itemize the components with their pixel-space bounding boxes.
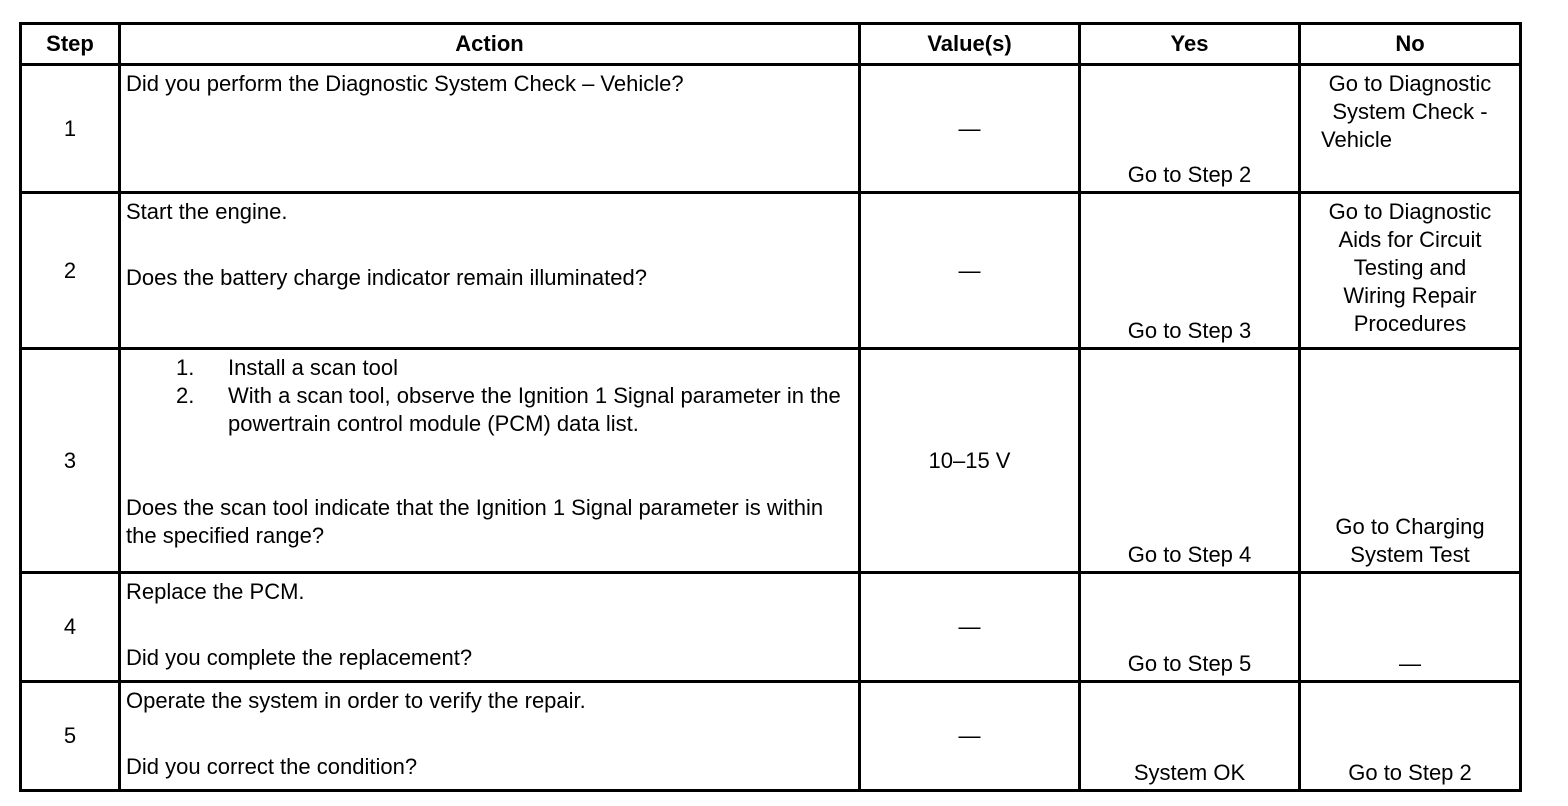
no-line: Testing and: [1353, 255, 1467, 280]
header-no: No: [1300, 24, 1521, 65]
no-line: Vehicle: [1321, 127, 1392, 152]
action-question: Did you complete the replacement?: [126, 645, 473, 670]
yes-cell: System OK: [1080, 682, 1300, 791]
action-question: Does the scan tool indicate that the Ignition 1 Signal parameter is within the specified range?: [126, 495, 824, 548]
header-row: [21, 24, 1521, 65]
no-cell: [1300, 193, 1521, 349]
yes-cell: Go to Step 5: [1080, 573, 1300, 682]
yes-cell: Go to Step 3: [1080, 193, 1300, 349]
no-cell: [1300, 573, 1521, 682]
no-line: —: [1399, 651, 1421, 676]
action-cell: [120, 193, 860, 349]
no-line: Go to Step 2: [1348, 760, 1472, 785]
table-row: [21, 682, 1521, 791]
list-item: [176, 354, 850, 382]
list-text: Install a scan tool: [228, 355, 398, 380]
action-question: Does the battery charge indicator remain illuminated?: [126, 265, 647, 290]
value-cell: —: [860, 682, 1080, 791]
step-number: 2: [21, 193, 120, 349]
no-line: Wiring Repair: [1343, 283, 1477, 308]
step-number: 4: [21, 573, 120, 682]
list-number: 2.: [176, 383, 195, 408]
step-number: 1: [21, 65, 120, 193]
step-number: 5: [21, 682, 120, 791]
value-cell: —: [860, 65, 1080, 193]
list-number: 1.: [176, 355, 195, 380]
action-cell: [120, 573, 860, 682]
no-line: Go to Charging: [1335, 514, 1485, 539]
table-row: [21, 193, 1521, 349]
no-line: Procedures: [1353, 311, 1467, 336]
action-text: Did you perform the Diagnostic System Check – Vehicle?: [126, 71, 684, 96]
header-action: Action: [120, 24, 860, 65]
action-cell: [120, 349, 860, 573]
table-row: [21, 349, 1521, 573]
list-item: [176, 382, 850, 438]
no-line: Aids for Circuit: [1338, 227, 1482, 252]
table-row: [21, 65, 1521, 193]
no-cell: [1300, 65, 1521, 193]
list-text: With a scan tool, observe the Ignition 1 Signal parameter in the powertrain control module (PCM) data list.: [228, 383, 841, 436]
action-list: [126, 354, 850, 438]
action-text: Operate the system in order to verify the repair.: [126, 688, 586, 713]
action-cell: [120, 65, 860, 193]
no-line: System Check -: [1332, 99, 1488, 124]
action-text: Start the engine.: [126, 199, 288, 224]
action-question: Did you correct the condition?: [126, 754, 418, 779]
table-row: [21, 573, 1521, 682]
value-cell: 10–15 V: [860, 349, 1080, 573]
header-values: Value(s): [860, 24, 1080, 65]
no-line: System Test: [1350, 542, 1470, 567]
no-cell: [1300, 682, 1521, 791]
diagnostic-table: [19, 22, 1522, 792]
header-yes: Yes: [1080, 24, 1300, 65]
yes-cell: Go to Step 2: [1080, 65, 1300, 193]
value-cell: —: [860, 573, 1080, 682]
step-number: 3: [21, 349, 120, 573]
value-cell: —: [860, 193, 1080, 349]
action-text: Replace the PCM.: [126, 579, 305, 604]
no-line: Go to Diagnostic: [1328, 71, 1492, 96]
no-cell: [1300, 349, 1521, 573]
no-line: Go to Diagnostic: [1328, 199, 1492, 224]
action-cell: [120, 682, 860, 791]
header-step: Step: [21, 24, 120, 65]
yes-cell: Go to Step 4: [1080, 349, 1300, 573]
